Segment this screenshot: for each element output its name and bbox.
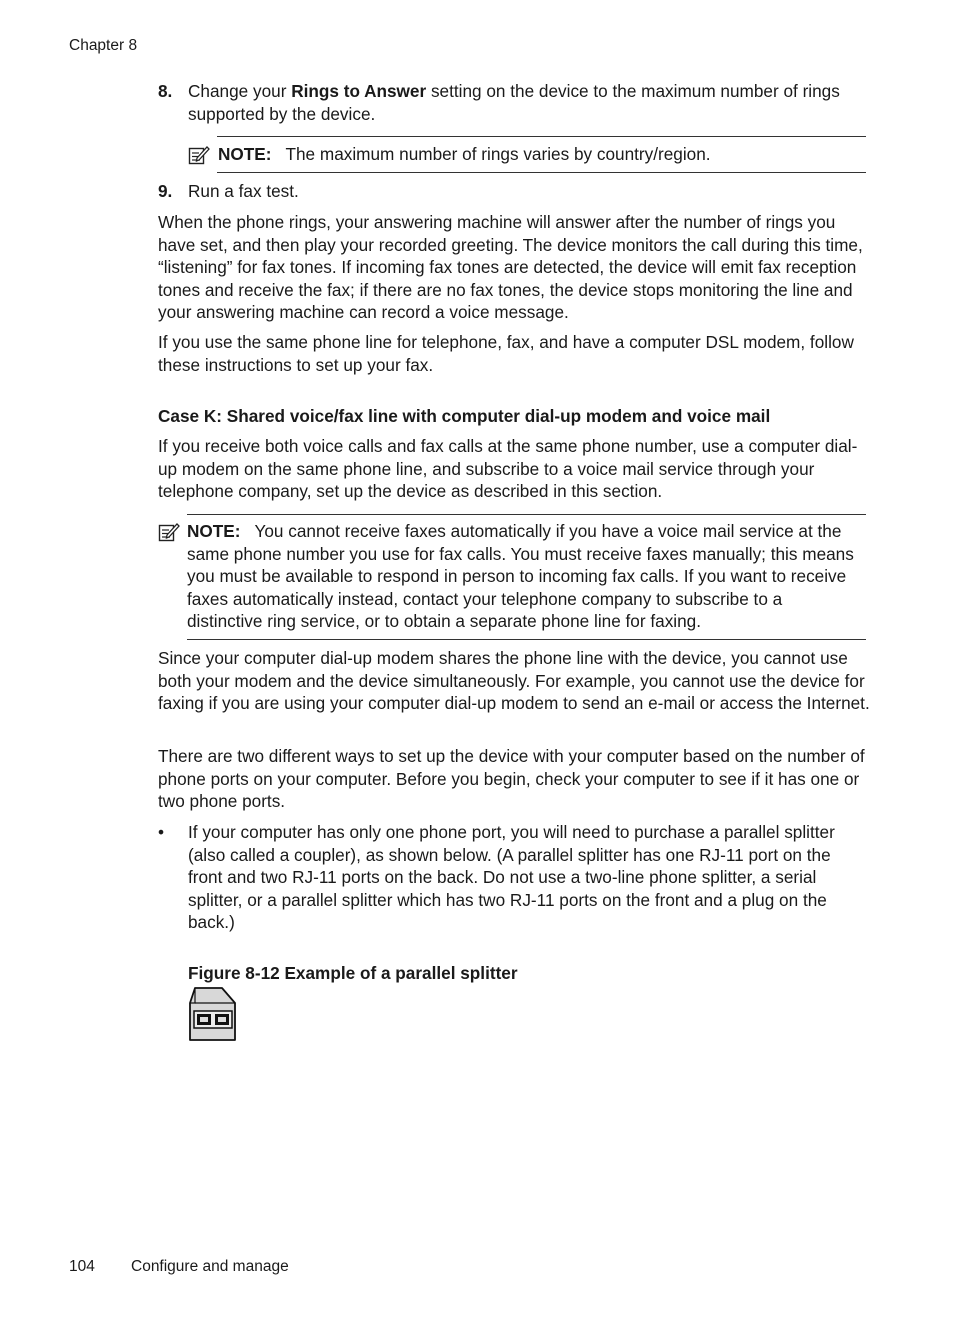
- page-number: 104: [69, 1258, 95, 1275]
- step-8-number: 8.: [158, 81, 173, 101]
- paragraph-phone-ports: There are two different ways to set up the device with your computer based on the number of phone ports on your computer. Before you begin, check your computer to see if it has one or two phone ports.: [158, 746, 865, 812]
- paragraph-dsl-modem: If you use the same phone line for telephone, fax, and have a computer DSL modem, follow these instructions to set up your fax.: [158, 332, 854, 375]
- chapter-header: Chapter 8: [69, 37, 138, 54]
- step-8-text: [188, 80, 868, 125]
- section-heading-case-k: Case K: Shared voice/fax line with computer dial-up modem and voice mail: [158, 406, 771, 426]
- step-8-text-before: Change your: [188, 81, 292, 101]
- bullet-one-port: If your computer has only one phone port, you will need to purchase a parallel splitter (also called a coupler), as shown below. (A parallel splitter has one RJ-11 port on the front and two RJ-11 ports on the back. Do not use a two-line phone splitter, a serial splitter, or a parallel splitter which has two RJ-11 ports on the front and a plug on the back.): [188, 822, 835, 933]
- note-1-content: [218, 143, 858, 166]
- step-9-number: 9.: [158, 181, 173, 201]
- rings-to-answer-setting: Rings to Answer: [291, 81, 427, 101]
- paragraph-case-k-intro: If you receive both voice calls and fax calls at the same phone number, use a computer dial-up modem on the same phone line, and subscribe to a voice mail service through your telephone company, set up the device as described in this section.: [158, 436, 858, 502]
- step-9-text: Run a fax test.: [188, 181, 299, 201]
- parallel-splitter-image: [188, 985, 238, 1050]
- footer-section-title: Configure and manage: [131, 1258, 289, 1275]
- paragraph-shared-line: Since your computer dial-up modem shares the phone line with the device, you cannot use both your modem and the device simultaneously. For example, you cannot use the device for faxing if you are using your computer dial-up modem to send an e-mail or access the Internet.: [158, 648, 870, 714]
- note-pencil-icon: [158, 522, 180, 547]
- note-1-label: NOTE:: [218, 144, 272, 164]
- note-2-content: [187, 520, 861, 633]
- note-2-text: You cannot receive faxes automatically if you have a voice mail service at the same phone number you use for fax calls. You must receive faxes manually; this means you must be available to respond in person to incoming fax calls. If you want to receive faxes automatically instead, contact your telephone company to subscribe to a distinctive ring service, or to obtain a separate phone line for faxing.: [187, 521, 854, 632]
- note-2-label: NOTE:: [187, 521, 241, 541]
- note-1-text: The maximum number of rings varies by country/region.: [285, 144, 711, 164]
- note-pencil-icon: [188, 145, 210, 170]
- step-8-text-after: setting on the device to the maximum number of rings supported by the device.: [188, 81, 840, 124]
- bullet-marker: •: [158, 822, 165, 842]
- paragraph-answering-machine: When the phone rings, your answering machine will answer after the number of rings you have set, and then play your recorded greeting. The device monitors the call during this time, “listening” for fax tones. If incoming fax tones are detected, the device will emit fax reception tones and receive the fax; if there are no fax tones, the device stops monitoring the line and your answering machine can record a voice message.: [158, 212, 863, 323]
- figure-caption: Figure 8-12 Example of a parallel splitter: [188, 963, 518, 983]
